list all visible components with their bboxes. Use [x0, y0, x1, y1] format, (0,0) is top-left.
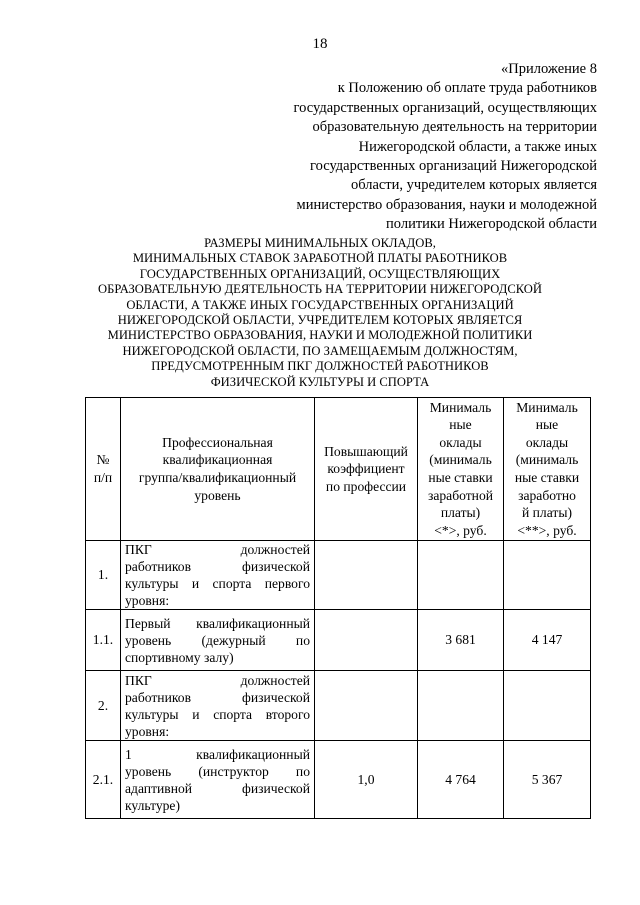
title-line: МИНИСТЕРСТВО ОБРАЗОВАНИЯ, НАУКИ И МОЛОДЕЖНОЙ ПОЛИТИКИ — [107, 328, 533, 343]
row-min-salary-2: 4 147 — [504, 610, 591, 671]
table-row — [86, 671, 591, 741]
appendix-line: «Приложение 8 — [501, 61, 597, 77]
header-group: Профессиональная квалификационная группа/квалификационный уровень — [121, 398, 315, 541]
table-header-row — [86, 398, 591, 541]
row-name: ПКГ должностей работников физической культуры и спорта второго уровня: — [121, 671, 315, 741]
title-line: МИНИМАЛЬНЫХ СТАВОК ЗАРАБОТНОЙ ПЛАТЫ РАБОТНИКОВ — [132, 251, 508, 266]
appendix-line: Нижегородской области, а также иных — [358, 138, 597, 155]
row-min-salary-1 — [418, 541, 504, 610]
header-coef: Повышающий коэффициент по профессии — [315, 398, 418, 541]
row-min-salary-1 — [418, 671, 504, 741]
salary-table — [85, 397, 591, 819]
row-name: 1 квалификационный уровень (инструктор по адаптивной физической культуре) — [121, 741, 315, 819]
row-num: 2. — [86, 671, 121, 741]
page-number: 18 — [312, 36, 328, 52]
row-min-salary-2 — [504, 671, 591, 741]
header-num: № п/п — [86, 398, 121, 541]
title-line: ПРЕДУСМОТРЕННЫМ ПКГ ДОЛЖНОСТЕЙ РАБОТНИКОВ — [151, 359, 489, 374]
appendix-line: к Положению об оплате труда работников — [337, 80, 597, 97]
appendix-line: области, учредителем которых является — [350, 177, 597, 194]
row-coef — [315, 671, 418, 741]
row-name: ПКГ должностей работников физической культуры и спорта первого уровня: — [121, 541, 315, 610]
title-line: РАЗМЕРЫ МИНИМАЛЬНЫХ ОКЛАДОВ, — [204, 236, 436, 250]
title-line: ОБЛАСТИ, А ТАКЖЕ ИНЫХ ГОСУДАРСТВЕННЫХ ОРГАНИЗАЦИЙ — [126, 297, 514, 312]
row-min-salary-2: 5 367 — [504, 741, 591, 819]
appendix-line: государственных организаций, осуществляющих — [293, 99, 597, 116]
appendix-line: государственных организаций Нижегородской — [310, 158, 597, 175]
title-line: НИЖЕГОРОДСКОЙ ОБЛАСТИ, УЧРЕДИТЕЛЕМ КОТОРЫХ ЯВЛЯЕТСЯ — [117, 313, 523, 328]
row-coef — [315, 610, 418, 671]
title-line: ГОСУДАРСТВЕННЫХ ОРГАНИЗАЦИЙ, ОСУЩЕСТВЛЯЮЩИХ — [139, 266, 501, 281]
title-line: ОБРАЗОВАТЕЛЬНУЮ ДЕЯТЕЛЬНОСТЬ НА ТЕРРИТОРИИ НИЖЕГОРОДСКОЙ — [98, 282, 542, 297]
table-row — [86, 741, 591, 819]
row-num: 1.1. — [86, 610, 121, 671]
appendix-line: образовательную деятельность на территории — [312, 119, 597, 136]
document-title — [60, 236, 580, 390]
table-row — [86, 541, 591, 610]
appendix-line: министерство образования, науки и молодежной — [296, 196, 597, 213]
row-coef: 1,0 — [315, 741, 418, 819]
title-line: НИЖЕГОРОДСКОЙ ОБЛАСТИ, ПО ЗАМЕЩАЕМЫМ ДОЛЖНОСТЯМ, — [122, 343, 518, 358]
row-num: 2.1. — [86, 741, 121, 819]
header-min-salary-2: Минималь ные оклады (минималь ные ставки заработно й платы) <**>, руб. — [504, 398, 591, 541]
row-min-salary-1: 4 764 — [418, 741, 504, 819]
row-min-salary-2 — [504, 541, 591, 610]
row-coef — [315, 541, 418, 610]
header-min-salary-1: Минималь ные оклады (минималь ные ставки заработной платы) <*>, руб. — [418, 398, 504, 541]
title-line: ФИЗИЧЕСКОЙ КУЛЬТУРЫ И СПОРТА — [210, 374, 430, 389]
table-row — [86, 610, 591, 671]
appendix-heading — [217, 60, 597, 235]
row-min-salary-1: 3 681 — [418, 610, 504, 671]
row-num: 1. — [86, 541, 121, 610]
row-name: Первый квалификационный уровень (дежурный по спортивному залу) — [121, 610, 315, 671]
appendix-line: политики Нижегородской области — [386, 216, 597, 233]
